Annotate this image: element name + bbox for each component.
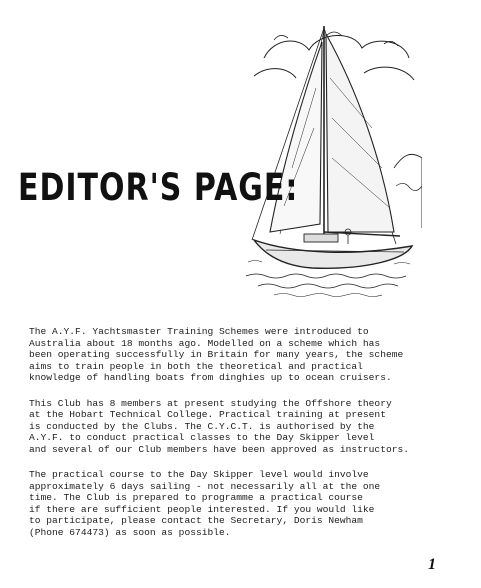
text-line: approximately 6 days sailing - not necessarily all at the one <box>29 480 381 492</box>
text-line: A.Y.F. to conduct practical classes to the Day Skipper level <box>29 432 375 443</box>
paragraph-3 <box>29 469 474 538</box>
text-line: This Club has 8 members at present studying the Offshore theory <box>29 397 392 409</box>
sailboat-illustration <box>244 18 422 300</box>
paragraph-1 <box>29 326 474 384</box>
text-line: Australia about 18 months ago. Modelled on a scheme which has <box>29 337 381 349</box>
text-line: and several of our Club members have been approved as instructors. <box>29 443 409 455</box>
text-line: if there are sufficient people interested. If you would like <box>29 503 375 515</box>
text-line: The practical course to the Day Skipper level would involve <box>29 469 369 480</box>
text-line: knowledge of handling boats from dinghies up to ocean cruisers. <box>29 372 392 383</box>
page-number: 1 <box>428 556 436 573</box>
text-line: been operating successfully in Britain for many years, the scheme <box>29 349 404 360</box>
text-line: to participate, please contact the Secretary, Doris Newham <box>29 515 363 526</box>
text-line: time. The Club is prepared to programme a practical course <box>29 492 363 503</box>
text-line: is conducted by the Clubs. The C.Y.C.T. is authorised by the <box>29 420 375 432</box>
text-line: at the Hobart Technical College. Practical training at present <box>29 409 386 420</box>
text-line: The A.Y.F. Yachtsmaster Training Schemes were introduced to <box>29 326 369 337</box>
text-line: (Phone 674473) as soon as possible. <box>29 526 231 538</box>
article-body <box>29 326 474 552</box>
text-line: aims to train people in both the theoretical and practical <box>29 360 363 372</box>
page-title: EDITOR'S PAGE: <box>18 166 299 210</box>
paragraph-2 <box>29 398 474 456</box>
